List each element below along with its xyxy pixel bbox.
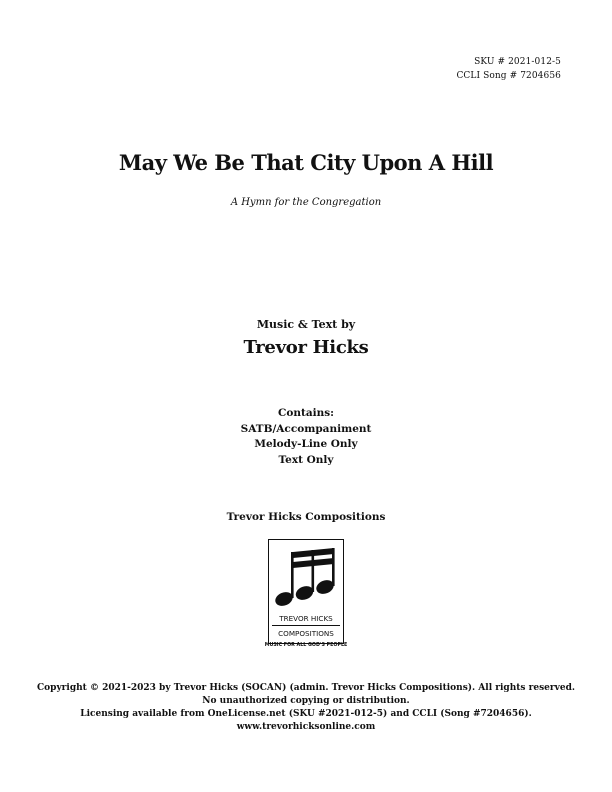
contents-heading: Contains: [277,407,335,419]
contents-item: Melody-Line Only [254,438,358,450]
contents-item: SATB/Accompaniment [240,422,372,435]
restriction-line: No unauthorized copying or distribution. [202,696,410,706]
logo-frame [268,539,344,644]
composer-name: Trevor Hicks [243,337,369,358]
credit-label: Music & Text by [256,318,356,331]
publisher-name: Trevor Hicks Compositions [226,511,386,523]
hymn-title: May We Be That City Upon A Hill [118,150,494,175]
publisher-logo [264,539,348,649]
sku-number: SKU # 2021-012-5 [474,57,561,67]
triplet-eighth-notes-icon [272,548,340,608]
contents-item: Text Only [278,453,334,466]
contents-list [0,406,612,468]
ccli-song-number: CCLI Song # 7204656 [456,71,561,81]
logo-tagline: MUSIC FOR ALL GOD'S PEOPLE [264,643,348,648]
website-link[interactable]: www.trevorhicksonline.com [236,722,376,732]
logo-divider [272,625,340,626]
copyright-footer [0,682,612,734]
logo-name-line2: COMPOSITIONS [278,629,334,638]
copyright-line: Copyright © 2021-2023 by Trevor Hicks (SOCAN) (admin. Trevor Hicks Compositions). All rights reserved. [36,683,576,693]
hymn-subtitle: A Hymn for the Congregation [230,197,382,208]
licensing-line: Licensing available from OneLicense.net (SKU #2021-012-5) and CCLI (Song #7204656). [80,709,532,719]
logo-name-line1: TREVOR HICKS [279,614,333,623]
